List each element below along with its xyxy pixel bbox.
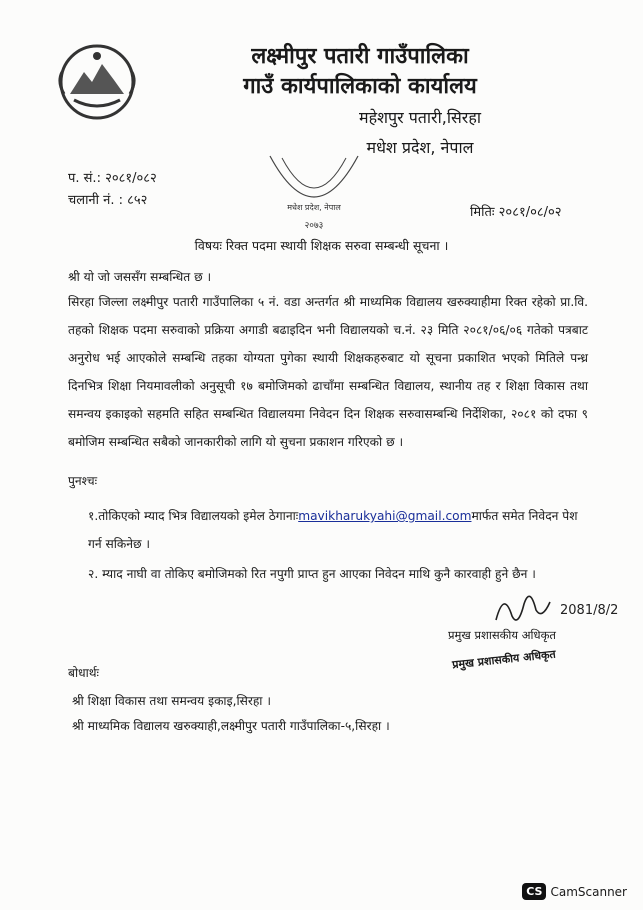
cc-recipient-2: श्री माध्यमिक विद्यालय खरुक्याही,लक्ष्मीपुर पतारी गाउँपालिका-५,सिरहा ।	[72, 719, 390, 733]
postscript-item-1-tail: मार्फत समेत निवेदन पेश गर्न सकिनेछ ।	[88, 509, 578, 551]
postscript-label: पुनश्चः	[68, 474, 98, 488]
signature-date: 2081/8/2	[560, 603, 619, 618]
nepal-emblem-icon	[52, 42, 142, 122]
signatory-title: प्रमुख प्रशासकीय अधिकृत	[448, 628, 556, 642]
seal-year: २०७३	[304, 221, 324, 231]
camscanner-watermark	[522, 883, 627, 900]
letter-body: सिरहा जिल्ला लक्ष्मीपुर पतारी गाउँपालिका ५ नं. वडा अन्तर्गत श्री माध्यमिक विद्यालय खरुक्याहीमा रिक्त रहेको प्रा.वि. तहको शिक्षक पदमा सरुवाको प्रक्रिया अगाडी बढाइदिन भनी विद्यालयको च.नं. २३ मिति २०८१/०६/०६ गतेको पत्रबाट अनुरोध भई आएकोले सम्बन्धि तहका योग्यता पुगेका स्थायी शिक्षकहरुबाट यो सूचना प्रकाशित भएको मितिले पन्ध्र दिनभित्र शिक्षा नियमावलीको अनुसूची १७ बमोजिमको ढाचाँमा सम्बन्धित विद्यालय, स्थानीय तह र शिक्षा विकास तथा समन्वय इकाइको सहमति सहित सम्बन्धित विद्यालयमा निवेदन दिन शिक्षक सरुवासम्बन्धि निर्देशिका, २०८१ को दफा ९ बमोजिम सम्बन्धित सबैको जानकारीको लागि यो सुचना प्रकाशन गरिएको छ ।	[68, 295, 588, 449]
dispatch-number: चलानी नं. : ८५२	[68, 193, 148, 208]
seal-text: मधेश प्रदेश, नेपाल	[287, 203, 341, 212]
letter-date: मितिः २०८१/०८/०२	[470, 205, 562, 220]
office-subtitle: गाउँ कार्यपालिकाको कार्यालय	[243, 74, 477, 99]
postscript-item-1	[88, 502, 588, 558]
letter-subject: विषयः रिक्त पदमा स्थायी शिक्षक सरुवा सम्बन्धी सूचना ।	[194, 238, 449, 253]
cc-recipient-1: श्री शिक्षा विकास तथा समन्वय इकाइ,सिरहा ।	[72, 694, 271, 708]
postscript-item-1-text: १.तोकिएको म्याद भित्र विद्यालयको इमेल ठेगानाः	[88, 509, 299, 523]
reference-number: प. सं.: २०८१/०८२	[68, 171, 157, 186]
office-address: महेशपुर पतारी,सिरहा	[359, 108, 481, 127]
salutation: श्री यो जो जससँग सम्बन्धित छ ।	[68, 270, 212, 284]
camscanner-label: CamScanner	[550, 884, 627, 899]
office-province: मधेश प्रदेश, नेपाल	[366, 138, 474, 157]
cc-label: बोधार्थः	[68, 666, 100, 680]
office-name: लक्ष्मीपुर पतारी गाउँपालिका	[251, 44, 469, 69]
office-seal	[262, 148, 366, 234]
signatory-stamp: प्रमुख प्रशासकीय अधिकृत	[451, 647, 557, 672]
school-email-link[interactable]: mavikharukyahi@gmail.com	[298, 509, 472, 523]
postscript-item-2: २. म्याद नाघी वा तोकिए बमोजिमको रित नपुगी प्राप्त हुन आएका निवेदन माथि कुनै कारवाही हुने छैन ।	[88, 567, 536, 581]
camscanner-logo-icon: CS	[522, 883, 546, 900]
